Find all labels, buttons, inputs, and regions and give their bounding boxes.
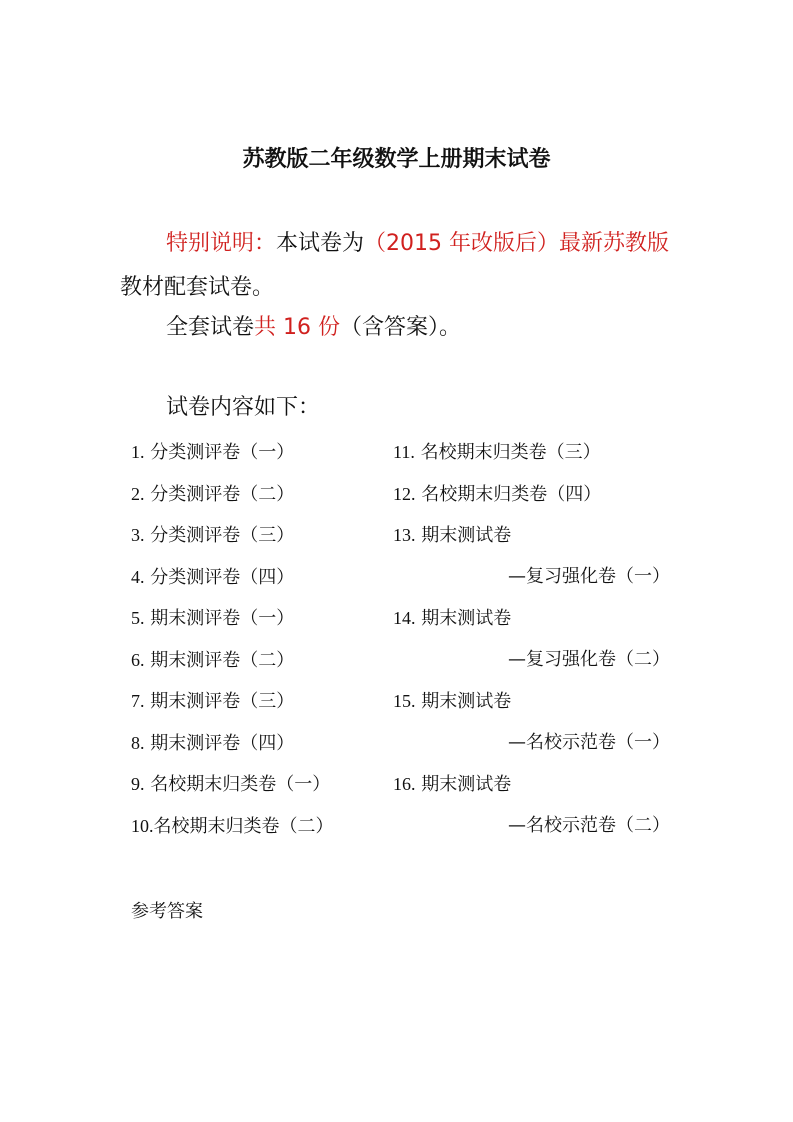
list-item: 6. 期末测评卷（二） bbox=[131, 649, 295, 671]
set-text-2: （含答案）。 bbox=[340, 315, 462, 340]
list-item: 4. 分类测评卷（四） bbox=[131, 566, 295, 588]
list-item-subtitle: —名校示范卷（一） bbox=[508, 731, 670, 753]
list-item: 5. 期末测评卷（一） bbox=[131, 608, 295, 629]
note-label: 特别说明： bbox=[166, 231, 277, 256]
list-item: 1. 分类测评卷（一） bbox=[131, 442, 295, 463]
note-highlight: （2015 年改版后）最新苏教版 bbox=[364, 231, 670, 256]
set-highlight: 共 16 份 bbox=[254, 315, 340, 340]
answers-heading: 参考答案 bbox=[131, 901, 203, 922]
note-text-2: 教材配套试卷。 bbox=[120, 275, 275, 300]
list-item-subtitle: —名校示范卷（二） bbox=[508, 814, 670, 836]
set-count-paragraph bbox=[166, 306, 461, 350]
list-item: 15. 期末测试卷 bbox=[393, 691, 512, 712]
list-item: 13. 期末测试卷 bbox=[393, 525, 512, 546]
list-item: 10.名校期末归类卷（二） bbox=[131, 815, 334, 837]
list-item: 11. 名校期末归类卷（三） bbox=[393, 442, 601, 463]
document-title: 苏教版二年级数学上册期末试卷 bbox=[242, 147, 551, 172]
list-item: 12. 名校期末归类卷（四） bbox=[393, 483, 602, 505]
list-item-subtitle: —复习强化卷（一） bbox=[508, 565, 670, 587]
list-item-subtitle: —复习强化卷（二） bbox=[508, 648, 670, 670]
note-text-1: 本试卷为 bbox=[276, 231, 365, 256]
set-text-1: 全套试卷 bbox=[166, 315, 255, 340]
list-item: 3. 分类测评卷（三） bbox=[131, 525, 295, 546]
list-item: 16. 期末测试卷 bbox=[393, 774, 512, 795]
list-item: 2. 分类测评卷（二） bbox=[131, 483, 295, 505]
list-item: 9. 名校期末归类卷（一） bbox=[131, 774, 331, 795]
special-note-paragraph bbox=[120, 222, 690, 310]
list-item: 14. 期末测试卷 bbox=[393, 608, 512, 629]
contents-heading: 试卷内容如下： bbox=[166, 395, 321, 420]
list-item: 8. 期末测评卷（四） bbox=[131, 732, 295, 754]
list-item: 7. 期末测评卷（三） bbox=[131, 691, 295, 712]
